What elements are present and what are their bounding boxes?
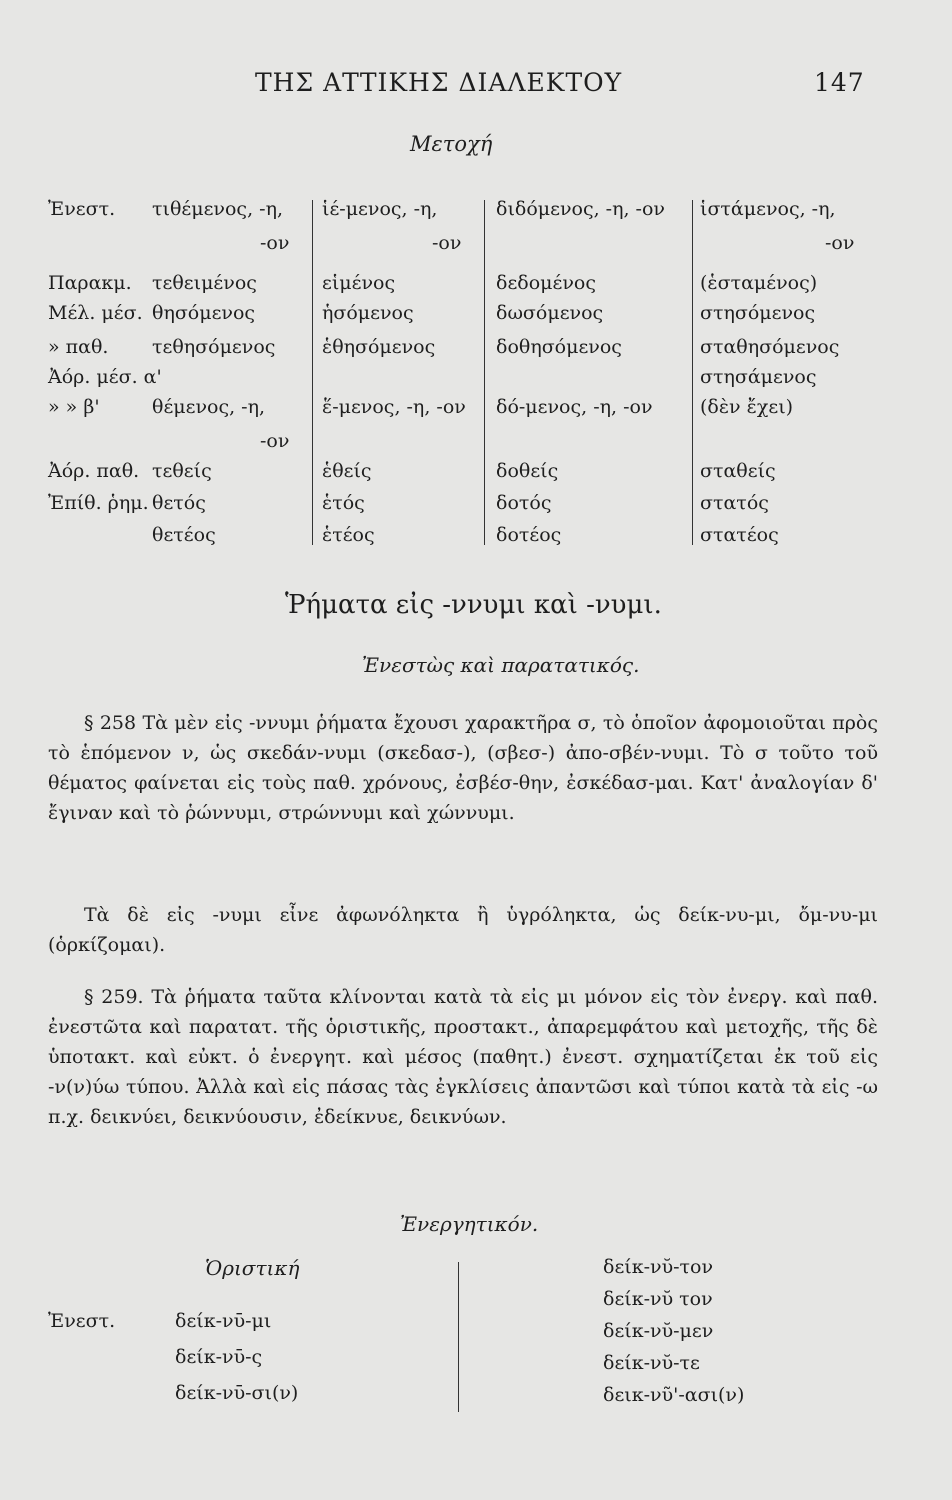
paradigm-form: δείκ-νῠ-τε — [603, 1352, 700, 1374]
table-row-label: Παρακμ. — [48, 272, 132, 294]
table-cell: εἱμένος — [322, 272, 396, 294]
table-cell: στατός — [700, 492, 769, 514]
paragraph-258 — [48, 708, 878, 828]
participle-heading: Μετοχή — [410, 132, 493, 156]
column-divider — [692, 200, 693, 545]
running-header: ΤΗΣ ΑΤΤΙΚΗΣ ΔΙΑΛΕΚΤΟΥ — [255, 68, 623, 97]
paragraph-text: § 258 Τὰ μὲν εἰς -ννυμι ῥήματα ἔχουσι χαρακτῆρα σ, τὸ ὁποῖον ἀφομοιοῦται πρὸς τὸ ἑπόμενον ν, ὡς σκεδάν-νυμι (σκεδασ-), (σβεσ-) ἀπο-σβέν-νυμι. Τὸ σ τοῦτο τοῦ θέματος φαίνεται εἰς τοὺς παθ. χρόνους, ἐσβέσ-θην, ἐσκέδασ-μαι. Κατ' ἀναλογίαν δ' ἔγιναν καὶ τὸ ῥώννυμι, στρώννυμι καὶ χώννυμι. — [48, 712, 878, 824]
table-cell: ἕ-μενος, -η, -ον — [322, 396, 466, 418]
section-title: Ῥήματα εἰς -ννυμι καὶ -νυμι. — [285, 590, 662, 620]
table-cell: δοθησόμενος — [496, 336, 622, 358]
table-cell: δωσόμενος — [496, 302, 604, 324]
table-row-label: Ἐπίθ. ῥημ. — [48, 492, 149, 514]
table-cell: στησόμενος — [700, 302, 816, 324]
paradigm-form: δείκ-νῡ-μι — [175, 1310, 272, 1332]
table-cell: τεθείς — [152, 460, 212, 482]
subsection-title: Ἐνεστὼς καὶ παρατατικός. — [362, 653, 640, 677]
table-cell: ἑθείς — [322, 460, 372, 482]
table-cell: ἑθησόμενος — [322, 336, 436, 358]
table-row-label: Ἐνεστ. — [48, 198, 116, 220]
paragraph-259 — [48, 982, 878, 1132]
table-cell: θησόμενος — [152, 302, 256, 324]
table-cell: ἱστάμενος, -η, — [700, 198, 836, 220]
table-cell: τιθέμενος, -η, — [152, 198, 283, 220]
active-heading: Ἐνεργητικόν. — [400, 1212, 539, 1236]
table-cell: δό-μενος, -η, -ον — [496, 396, 653, 418]
table-cell: στησάμενος — [700, 366, 817, 388]
table-cell: δεδομένος — [496, 272, 596, 294]
paradigm-form: δείκ-νῠ-μεν — [603, 1320, 714, 1342]
table-cell: σταθησόμενος — [700, 336, 840, 358]
table-cell: θετός — [152, 492, 206, 514]
paragraph-text: Τὰ δὲ εἰς -νυμι εἶνε ἀφωνόληκτα ἢ ὑγρόληκτα, ὡς δείκ-νυ-μι, ὄμ-νυ-μι (ὁρκίζομαι). — [48, 904, 878, 956]
table-row-label: Ἀόρ. παθ. — [48, 460, 140, 482]
table-cell: στατέος — [700, 524, 779, 546]
table-cell: τεθησόμενος — [152, 336, 276, 358]
table-cell: -ον — [260, 430, 290, 452]
table-row-label: Μέλ. μέσ. — [48, 302, 143, 324]
paragraph-text: § 259. Τὰ ῥήματα ταῦτα κλίνονται κατὰ τὰ εἰς μι μόνον εἰς τὸν ἐνεργ. καὶ παθ. ἐνεστῶτα καὶ παρατατ. τῆς ὁριστικῆς, προστακτ., ἀπαρεμφάτου καὶ μετοχῆς, τῆς δὲ ὑποτακτ. καὶ εὐκτ. ὁ ἐνεργητ. καὶ μέσος (παθητ.) ἐνεστ. σχηματίζεται ἐκ τοῦ εἰς -ν(ν)ύω τύπου. Ἀλλὰ καὶ εἰς πάσας τὰς ἐγκλίσεις ἀπαντῶσι καὶ τύποι κατὰ τὰ εἰς -ω π.χ. δεικνύει, δεικνύουσιν, ἐδείκνυε, δεικνύων. — [48, 986, 878, 1128]
table-cell: δοθείς — [496, 460, 559, 482]
table-cell: σταθείς — [700, 460, 776, 482]
table-cell: ἱέ-μενος, -η, — [322, 198, 438, 220]
table-row-label: » » β' — [48, 396, 100, 418]
column-divider — [484, 200, 485, 545]
indicative-heading: Ὁριστική — [205, 1256, 300, 1280]
paradigm-form: δείκ-νῠ-τον — [603, 1256, 714, 1278]
table-row-label: » παθ. — [48, 336, 109, 358]
table-cell: διδόμενος, -η, -ον — [496, 198, 665, 220]
table-cell: θετέος — [152, 524, 216, 546]
table-cell: δοτός — [496, 492, 552, 514]
paradigm-form: δείκ-νῡ-σι(ν) — [175, 1382, 299, 1404]
table-cell: δοτέος — [496, 524, 562, 546]
paradigm-form: δείκ-νῡ-ς — [175, 1346, 263, 1368]
table-cell: θέμενος, -η, — [152, 396, 266, 418]
table-cell: -ον — [432, 232, 462, 254]
tense-label: Ἐνεστ. — [48, 1310, 116, 1332]
paradigm-form: δεικ-νῦ'-ασι(ν) — [603, 1384, 745, 1406]
paradigm-form: δείκ-νῠ τον — [603, 1288, 713, 1310]
column-divider — [312, 200, 313, 545]
table-cell: τεθειμένος — [152, 272, 257, 294]
table-cell: -ον — [825, 232, 855, 254]
table-cell: (δὲν ἔχει) — [700, 396, 794, 418]
page-number: 147 — [814, 68, 865, 97]
column-divider — [458, 1262, 459, 1412]
table-cell: ἑτός — [322, 492, 365, 514]
table-cell: ἡσόμενος — [322, 302, 414, 324]
table-cell: ἑτέος — [322, 524, 375, 546]
table-row-label: Ἀόρ. μέσ. α' — [48, 366, 162, 388]
paragraph-nymi — [48, 900, 878, 960]
table-cell: (ἑσταμένος) — [700, 272, 818, 294]
table-cell: -ον — [260, 232, 290, 254]
